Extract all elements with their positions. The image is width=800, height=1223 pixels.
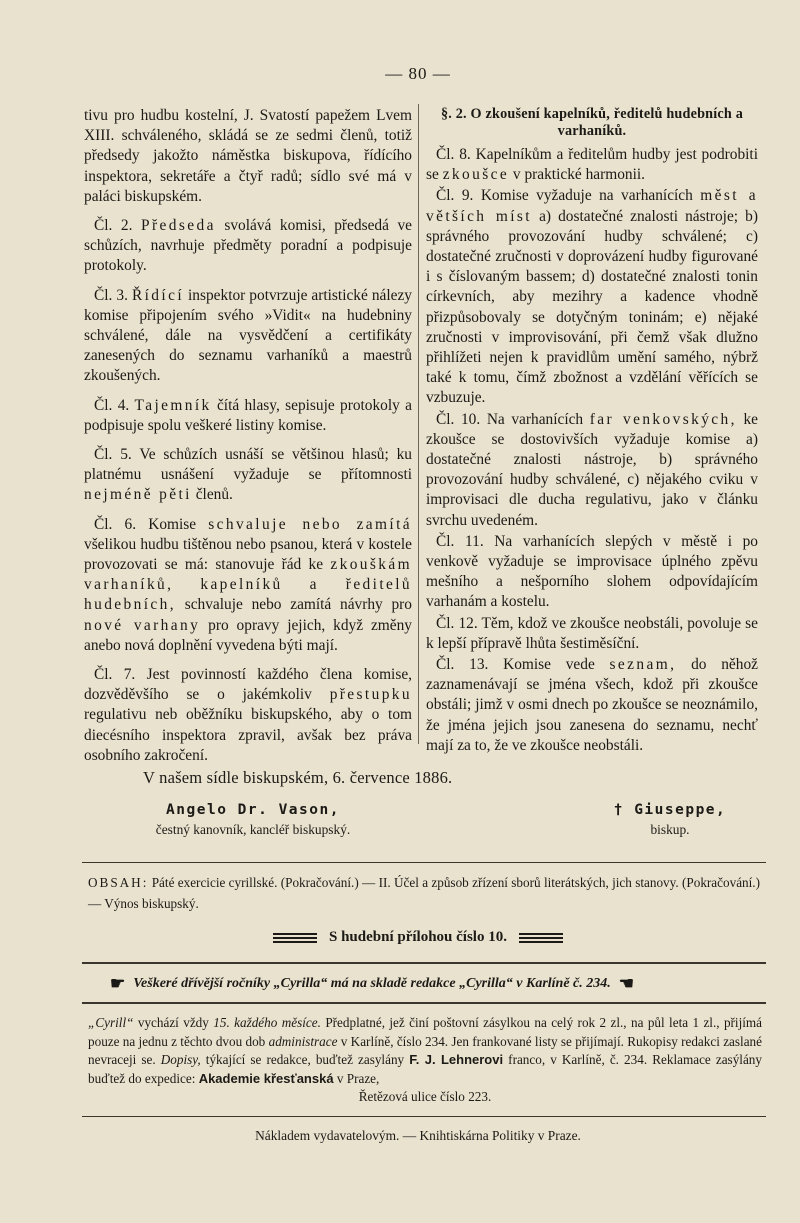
pointing-hand-icon: ☛ [110, 974, 126, 993]
spaced-term: schvaluje nebo zamítá [208, 515, 412, 533]
article-text: do něhož zaznamenávají se jména všech, kdož při zkoušce obstáli; jimž v osmi dnech po zkoušce se neoznámilo, že jména jejich jsou zanesena do seznamu, nechť mají za to, že ve zkoušce neobstáli. [426, 656, 758, 754]
article-9 [426, 186, 758, 408]
article-text: Jest povinností každého člena komise, dozvěděvšího se o jakémkoliv [84, 666, 413, 704]
article-text: a) dostatečné znalosti nástroje; b) správného provozování hudby schválené; c) dostatečné zručnosti v doprovázení hudby figurované i s číslovaným bassem; d) dostatečné znalosti tonin církevních, aby mezihry a kadence vhodně přizpůsobovaly se dotyčným toninám; e) nějaké zručnosti v improvisování, při čemž však dlužno přihlížeti nejen k pravidlům umění samého, nýbrž také k tomu, čímž zbožnost a vzdělání věřících se vzbuzuje. [426, 207, 758, 407]
ornament-bars-right [519, 931, 563, 945]
article-number: Čl. 10. [436, 410, 481, 428]
article-number: Čl. 8. [436, 146, 471, 163]
address-line: Řetězová ulice číslo 223. [358, 1089, 492, 1105]
spaced-term: far venkovských, [589, 410, 737, 428]
back-issues-notice [110, 974, 750, 994]
article-number: Čl. 9. [436, 187, 474, 205]
article-text: ke zkoušce se dostovivších vyžaduje komise a) dostatečné znalosti nástroje, b) správného provozování hudby schválené, c) nějakého cviku v improvisaci dle ducha regulativu, jako v článku svrchu uvedeném. [426, 410, 758, 529]
article-number: Čl. 2. [94, 217, 133, 235]
article-text: Komise vede [503, 656, 595, 674]
article-text: Komise vyžaduje na varhanících [480, 187, 693, 205]
article-2 [84, 216, 412, 277]
contents-label: OBSAH: [88, 875, 149, 890]
column-divider [418, 104, 419, 744]
signature-name: Angelo Dr. Vason, [166, 802, 340, 818]
article-text: členů. [195, 486, 233, 504]
article-number: Čl. 13. [436, 656, 489, 674]
article-text: svolává komisi, předsedá ve schůzích, navrhuje předměty poradní a podpisuje protokoly. [84, 217, 413, 275]
article-4 [84, 396, 412, 436]
article-text: všelikou hudbu tištěnou nebo psanou, která v kostele provozovati se má: stanovuje řád ke [84, 535, 412, 574]
letters: Dopisy, [160, 1052, 201, 1068]
article-8 [426, 145, 758, 185]
signature-title: čestný kanovník, kancléř biskupský. [155, 822, 351, 837]
editor-name: F. J. Lehnerovi [409, 1052, 504, 1068]
supplement-text: S hudební přílohou číslo 10. [329, 929, 507, 945]
divider-rule [82, 962, 766, 964]
article-number: Čl. 11. [436, 532, 484, 550]
spaced-term: Předseda [141, 217, 216, 235]
article-text: inspektor potvrzuje artistické nálezy komise připojením svého »Vidit« na hudebniny schválené, dále na vysvědčení a certifikáty zanesených do seznamu varhaníků a maestrů zkoušených. [84, 286, 413, 385]
spaced-term: Tajemník [134, 396, 212, 414]
subscription-info [88, 1014, 762, 1107]
article-number: Čl. 3. [94, 286, 128, 304]
spaced-term: přestupku [329, 686, 412, 704]
imprint: Nákladem vydavatelovým. — Knihtiskárna Politiky v Praze. [255, 1128, 581, 1143]
article-13 [426, 655, 758, 756]
ornament-bars-left [273, 931, 317, 945]
signature-name: † Giuseppe, [613, 802, 727, 818]
divider-rule [82, 862, 766, 863]
page-number: — 80 — [385, 64, 451, 83]
signature-chancellor [118, 802, 388, 838]
info-text: franco, v Karlíně, č. 234. Reklamace zasýlány buďtež do expedice: [88, 1052, 762, 1086]
article-text: Na varhanících [486, 410, 584, 428]
info-text: Předplatné, jež činí poštovní zásylkou na celý rok 2 zl., na půl leta 1 zl., přijímá pouze na jednu z těchto dvou dob [88, 1015, 763, 1049]
section-heading: §. 2. O zkoušení kapelníků, ředitelů hudebních a varhaníků. [440, 106, 744, 139]
article-text: Kapelníkům a ředitelům hudby jest podrobiti se [426, 146, 758, 184]
right-column [426, 106, 758, 756]
journal-name: „Cyrill“ [88, 1015, 134, 1030]
info-text: v Praze, [336, 1070, 380, 1086]
article-text: Na varhanících slepých v městě i po venkově vyžaduje se improvisace úplného zpěvu mešního a nešporního slohem odpovídajícím varhanám a kostelu. [426, 532, 758, 611]
supplement-banner [0, 929, 800, 946]
info-text: týkající se redakce, buďtež zasylány [205, 1052, 405, 1068]
spaced-term: zkoušce [442, 166, 510, 184]
info-text: v Karlíně, číslo 234. Jen frankované listy se přijímají. Rukopisy redakci zaslané nevraceji se. [88, 1033, 763, 1068]
pointing-hand-icon: ☚ [618, 974, 635, 993]
article-5 [84, 445, 412, 506]
signature-title: biskup. [650, 822, 690, 837]
spaced-term: nejméně pěti [84, 486, 192, 504]
article-6 [84, 515, 412, 656]
dateline: V našem sídle biskupském, 6. července 1886. [143, 768, 453, 787]
divider-rule [82, 1116, 766, 1117]
article-text: čítá hlasy, sepisuje protokoly a podpisuje spolu veškeré listiny komise. [84, 396, 412, 434]
publisher-name: Akademie křesťanská [198, 1070, 334, 1086]
spaced-term: Řídící [131, 286, 184, 304]
article-text: regulativu neb oběžníku biskupského, aby o tom diecésního inspektora zpravil, avšak bez práva osobního zakročení. [84, 706, 412, 764]
divider-rule [82, 1002, 766, 1004]
article-10 [426, 410, 758, 531]
article-text: v praktické harmonii. [512, 166, 645, 184]
table-of-contents [88, 872, 760, 914]
spaced-term: nové varhany [84, 616, 201, 634]
article-text: Ve schůzích usnáší se většinou hlasů; ku platnému usnášení vyžaduje se přítomnosti [84, 446, 412, 484]
left-column [84, 106, 412, 766]
contents-text: Páté exercicie cyrillské. (Pokračování.) — II. Účel a způsob zřízení sborů literátských, jich stanovy. (Pokračování.) — Výnos biskupský. [88, 875, 760, 911]
article-number: Čl. 6. [94, 515, 137, 533]
article-number: Čl. 5. [94, 446, 132, 464]
article-number: Čl. 7. [94, 666, 136, 684]
article-11 [426, 532, 758, 613]
info-text: vychází vždy [137, 1015, 209, 1030]
article-text: schvaluje nebo zamítá návrhy pro [184, 596, 412, 614]
article-text: Těm, kdož ve zkoušce neobstáli, povoluje se k lepší přípravě lhůta šestiměsíční. [426, 614, 758, 652]
administration: administrace [268, 1033, 338, 1049]
article-number: Čl. 4. [94, 396, 130, 414]
spaced-term: měst a větších míst [426, 187, 759, 225]
notice-text: Veškeré dřívější ročníky „Cyrilla“ má na skladě redakce „Cyrilla“ v Karlíně č. 234. [133, 976, 611, 991]
paragraph-intro: tivu pro hudbu kostelní, J. Svatostí papežem Lvem XIII. schváleného, skládá se ze sedmi členů, totiž předsedy jakožto náměstka biskupova, řídícího inspektora, sekretáře a čtyř radů; sídlo své má v paláci biskupském. [84, 107, 412, 205]
article-12 [426, 614, 758, 654]
article-number: Čl. 12. [436, 614, 478, 632]
article-7 [84, 665, 412, 766]
issue-schedule: 15. každého měsíce. [213, 1015, 321, 1030]
article-text: pro opravy jejich, když změny anebo nová doplnění vyvedena býti mají. [84, 616, 412, 654]
article-3 [84, 286, 412, 387]
spaced-term: seznam, [609, 656, 677, 674]
signature-bishop [540, 802, 800, 838]
article-text: Komise [148, 515, 197, 533]
spaced-term: zkouškám varhaníků, kapelníků a ředitelů hudebních, [84, 556, 412, 614]
